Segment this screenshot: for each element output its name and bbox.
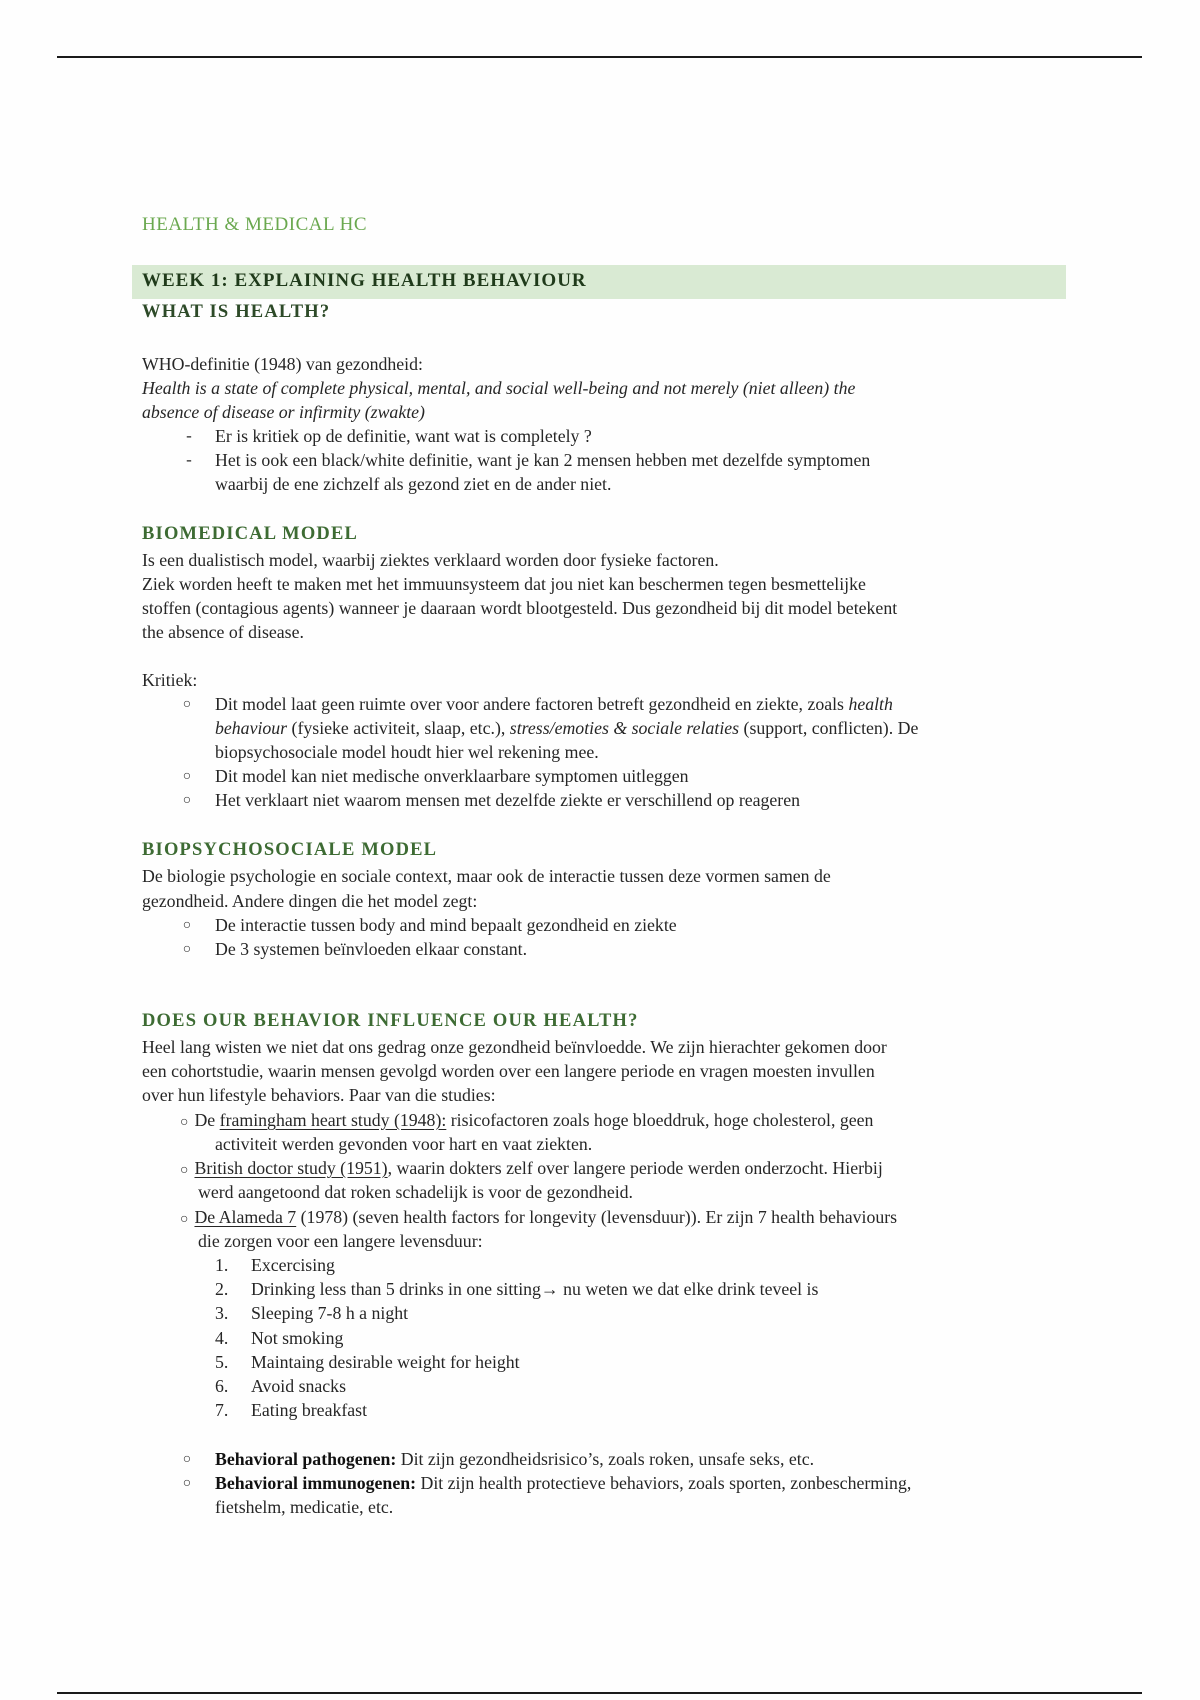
list-item-british-doctor: ○ British doctor study (1951), waarin dokters zelf over langere periode werden onderzocht. Hierbij: [180, 1158, 883, 1178]
paragraph-line: stoffen (contagious agents) wanneer je daaraan wordt blootgesteld. Dus gezondheid bij dit model betekent: [142, 598, 898, 618]
paragraph-line: een cohortstudie, waarin mensen gevolgd worden over een langere periode en vragen moesten invullen: [142, 1061, 875, 1081]
circle-bullet-icon: ○: [182, 793, 192, 808]
paragraph-line: Heel lang wisten we niet dat ons gedrag onze gezondheid beïnvloedde. We zijn hierachter gekomen door: [142, 1037, 887, 1057]
list-item-alameda: ○ De Alameda 7 (1978) (seven health factors for longevity (levensduur)). Er zijn 7 health behaviours: [180, 1207, 898, 1227]
list-item-continuation: activiteit werden gevonden voor hart en vaat ziekten.: [215, 1134, 593, 1154]
list-item-continuation: biopsychosociale model houdt hier wel rekening mee.: [215, 742, 599, 762]
paragraph-line: De biologie psychologie en sociale context, maar ook de interactie tussen deze vormen samen de: [142, 866, 831, 886]
british-doctor-study-link[interactable]: British doctor study (1951): [194, 1158, 388, 1178]
paragraph-line: over hun lifestyle behaviors. Paar van die studies:: [142, 1085, 496, 1105]
list-item: ○ Het verklaart niet waarom mensen met dezelfde ziekte er verschillend op reageren: [215, 788, 1065, 813]
bottom-rule: [57, 1692, 1142, 1694]
circle-bullet-icon: ○: [182, 942, 192, 957]
paragraph-line: Is een dualistisch model, waarbij ziektes verklaard worden door fysieke factoren.: [142, 550, 719, 570]
numbered-item: 4. Not smoking: [215, 1328, 344, 1348]
numbered-item: 3. Sleeping 7-8 h a night: [215, 1303, 409, 1323]
paragraph-line: Ziek worden heeft te maken met het immuunsysteem dat jou niet kan beschermen tegen besmettelijke: [142, 574, 866, 594]
who-definition-line-2: absence of disease or infirmity (zwakte): [142, 402, 425, 422]
numbered-item: 5. Maintaing desirable weight for height: [215, 1352, 520, 1372]
numbered-item: 2. Drinking less than 5 drinks in one sitting→ nu weten we dat elke drink teveel is: [215, 1279, 819, 1299]
kritiek-label: Kritiek:: [142, 670, 198, 690]
list-item: - Er is kritiek op de definitie, want wat is completely ?: [215, 424, 1065, 449]
circle-bullet-icon: ○: [180, 1115, 189, 1130]
week-heading: WEEK 1: EXPLAINING HEALTH BEHAVIOUR: [142, 270, 587, 291]
numbered-item: 7. Eating breakfast: [215, 1400, 368, 1420]
list-item-pathogenen: ○ Behavioral pathogenen: Dit zijn gezondheidsrisico’s, zoals roken, unsafe seks, etc.: [215, 1447, 1065, 1472]
circle-bullet-icon: ○: [180, 1212, 189, 1227]
list-item-continuation: die zorgen voor een langere levensduur:: [198, 1231, 483, 1251]
paragraph-line: gezondheid. Andere dingen die het model zegt:: [142, 891, 478, 911]
section-heading-what-is-health: WHAT IS HEALTH?: [142, 302, 331, 322]
list-item: ○ Dit model laat geen ruimte over voor andere factoren betreft gezondheid en ziekte, zoals health: [215, 692, 1065, 717]
circle-bullet-icon: ○: [180, 1163, 189, 1178]
list-item: ○ De interactie tussen body and mind bepaalt gezondheid en ziekte: [215, 913, 1065, 938]
alameda-7-link[interactable]: De Alameda 7: [194, 1207, 297, 1227]
list-item-continuation: behaviour (fysieke activiteit, slaap, etc.), stress/emoties & sociale relaties (support, conflicten). De: [215, 718, 919, 738]
numbered-item: 1. Excercising: [215, 1255, 335, 1275]
dash-bullet: -: [186, 450, 192, 469]
circle-bullet-icon: ○: [182, 697, 192, 712]
list-item: ○ De 3 systemen beïnvloeden elkaar constant.: [215, 937, 1065, 962]
circle-bullet-icon: ○: [182, 769, 192, 784]
numbered-item: 6. Avoid snacks: [215, 1376, 346, 1396]
paragraph-line: the absence of disease.: [142, 622, 304, 642]
document-title: HEALTH & MEDICAL HC: [142, 214, 368, 235]
section-heading-behavior: DOES OUR BEHAVIOR INFLUENCE OUR HEALTH?: [142, 1011, 639, 1031]
who-intro: WHO-definitie (1948) van gezondheid:: [142, 354, 423, 374]
list-item-immunogenen: ○ Behavioral immunogenen: Dit zijn health protectieve behaviors, zoals sporten, zonbescherming,: [215, 1471, 1065, 1496]
list-item-continuation: fietshelm, medicatie, etc.: [215, 1497, 394, 1517]
framingham-study-link[interactable]: framingham heart study (1948):: [219, 1110, 447, 1130]
circle-bullet-icon: ○: [182, 1452, 192, 1467]
list-item: - Het is ook een black/white definitie, want je kan 2 mensen hebben met dezelfde symptomen: [215, 448, 1065, 473]
who-definition-line-1: Health is a state of complete physical, mental, and social well-being and not merely (niet alleen) the: [142, 378, 856, 398]
list-item-continuation: werd aangetoond dat roken schadelijk is voor de gezondheid.: [198, 1182, 634, 1202]
list-item-framingham: ○ De framingham heart study (1948): risicofactoren zoals hoge bloeddruk, hoge cholesterol, geen: [180, 1110, 874, 1130]
section-heading-biomedical: BIOMEDICAL MODEL: [142, 524, 359, 544]
list-item: ○ Dit model kan niet medische onverklaarbare symptomen uitleggen: [215, 764, 1065, 789]
circle-bullet-icon: ○: [182, 918, 192, 933]
section-heading-biopsychosocial: BIOPSYCHOSOCIALE MODEL: [142, 840, 438, 860]
list-item-continuation: waarbij de ene zichzelf als gezond ziet en de ander niet.: [215, 474, 612, 494]
top-rule: [57, 56, 1142, 58]
circle-bullet-icon: ○: [182, 1476, 192, 1491]
dash-bullet: -: [186, 426, 192, 445]
